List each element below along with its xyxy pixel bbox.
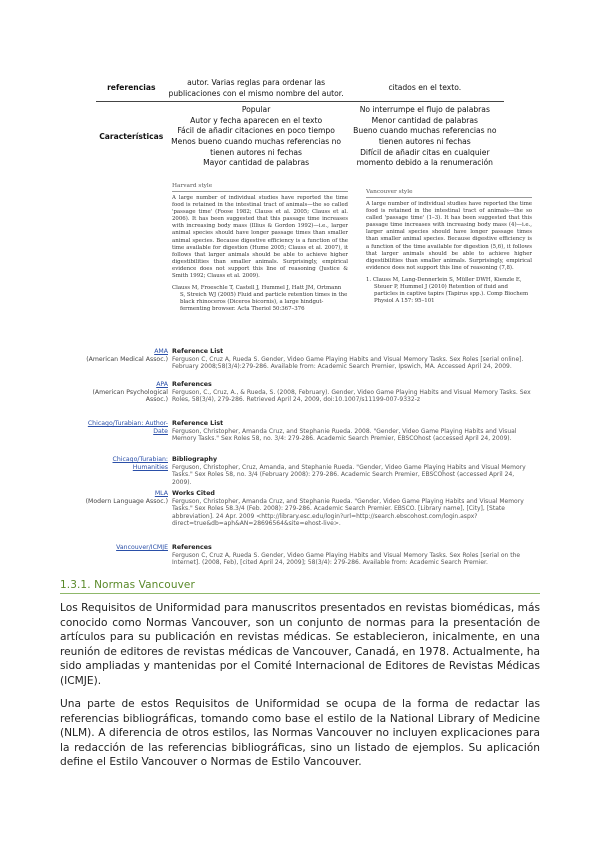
style-subtitle: (Modern Language Assoc.) bbox=[85, 497, 168, 505]
citation-heading: References bbox=[172, 544, 212, 551]
cell-vancouver-caracteristicas bbox=[346, 102, 504, 173]
style-subtitle: (American Medical Assoc.) bbox=[86, 355, 168, 363]
citation-style-label bbox=[78, 420, 168, 435]
citation-example bbox=[172, 490, 534, 528]
cell-line: tienen autores ni fechas bbox=[378, 137, 471, 146]
cell-line: No interrumpe el flujo de palabras bbox=[359, 105, 490, 115]
citation-style-label bbox=[78, 381, 168, 404]
citation-heading: References bbox=[172, 381, 212, 388]
cell-line: tienen autores ni fechas bbox=[210, 147, 303, 157]
cell-line: momento debido a la renumeración bbox=[356, 158, 493, 168]
harvard-sample-reference: Clauss M, Froeschle T, Castell J, Hummel J, Hatt JM, Ortmann S, Streich WJ (2005) Fluid and particle retention times in the black rhinoceros (Diceros bicornis), a large hindgut-fermenting browser. Acta Theriol 50:367–376 bbox=[172, 285, 348, 313]
cell-line: Menos bueno cuando muchas referencias no bbox=[171, 137, 342, 146]
link-vancouver-icmje[interactable]: Vancouver/ICMJE bbox=[116, 544, 168, 551]
citation-example bbox=[172, 381, 534, 404]
link-apa[interactable]: APA bbox=[156, 381, 168, 388]
citation-style-label bbox=[78, 348, 168, 363]
body-paragraph: Los Requisitos de Uniformidad para manuscritos presentados en revistas biomédicas, más conocido como Normas Vancouver, son un conjunto de normas para la presentación de artículos para su publicación en revistas médicas. Se establecieron, inicalmente, en una reunión de editores de revistas médicas de Vancouver, Canadá, en 1978. Actualmente, ha sido ampliadas y mantenidas por el Comité Internacional de Editores de Revistas Médicas (ICMJE). bbox=[60, 602, 540, 687]
citation-text: Ferguson, Christopher, Amanda Cruz, and Stephanie Rueda. "Gender, Video Game Playing Habits and Visual Memory Tasks." Sex Roles 58.3/4 (Feb. 2008): 279-286. Academic Search Premier. EBSCO. [Library name], [City], [State abbreviation]. 24 Apr. 2009 <http://library.esc.edu/login?url=http://search.ebscohost.com/login.aspx?direct=true&db=aph&AN=28696564&site=ehost-live>. bbox=[172, 497, 524, 528]
citation-heading: Reference List bbox=[172, 348, 224, 355]
divider bbox=[366, 197, 532, 198]
vancouver-sample-reference: 1. Clauss M, Lang-Dennerlein S, Müller DWH, Kienzle E, Steuer P, Hummel J (2010) Retention of fluid and particles in captive tapirs (Tapirus spp.). Comp Biochem Physiol A 157: 95–101 bbox=[366, 276, 529, 305]
section-heading-rule bbox=[60, 593, 540, 594]
vancouver-sample-title: Vancouver style bbox=[366, 189, 413, 195]
table-row bbox=[96, 102, 504, 173]
citation-example bbox=[172, 544, 534, 567]
cell-line: Difícil de añadir citas en cualquier bbox=[360, 147, 490, 157]
section-heading: 1.3.1. Normas Vancouver bbox=[60, 579, 195, 591]
body-paragraph: Una parte de estos Requisitos de Uniformidad se ocupa de la forma de redactar las referencias bibliográficas, tomando como base el estilo de la National Library of Medicine (NLM). A diferencia de otros estilos, las Normas Vancouver no incluyen explicaciones para la redacción de las referencias bibliográficas, sino un listado de ejemplos. Su aplicación define el Estilo Vancouver o Normas de Estilo Vancouver. bbox=[60, 698, 540, 769]
citation-style-label bbox=[78, 490, 168, 505]
divider bbox=[172, 191, 348, 192]
row-header-referencias: referencias bbox=[96, 76, 167, 102]
cell-harvard-caracteristicas bbox=[167, 102, 346, 173]
link-ama[interactable]: AMA bbox=[154, 348, 168, 355]
cell-harvard-referencias bbox=[167, 76, 346, 102]
vancouver-style-sample bbox=[366, 183, 532, 331]
cell-line: Mayor cantidad de palabras bbox=[203, 158, 310, 168]
cell-line: Autor y fecha aparecen en el texto bbox=[190, 115, 323, 125]
vancouver-sample-body: A large number of individual studies have reported the time food is retained in the intestinal tract of animals—the so called 'passage time' (1–3). It has been suggested that this passage time increases with increasing body mass (4)—i.e., larger animal species should have longer passage times than smaller animal species. Because digestive efficiency is a function of the time available for digestion (5,6), it follows that larger animals should be able to achieve higher digestibilities than smaller animals. Surprisingly, empirical evidence does not support this line of reasoning (7,8). bbox=[366, 201, 532, 271]
link-mla[interactable]: MLA bbox=[154, 490, 168, 497]
table-row bbox=[96, 76, 504, 102]
cell-line: autor. Varias reglas para ordenar las bbox=[187, 77, 326, 87]
citation-example bbox=[172, 420, 534, 443]
link-chicago-author-date[interactable]: Chicago/Turabian: Author-Date bbox=[87, 420, 168, 435]
cell-line: Popular bbox=[241, 105, 271, 115]
comparison-table bbox=[96, 76, 504, 172]
citation-heading: Bibliography bbox=[172, 456, 218, 463]
cell-line: Fácil de añadir citaciones en poco tiempo bbox=[177, 126, 335, 136]
citation-heading: Works Cited bbox=[172, 490, 215, 497]
style-subtitle: (American Psychological Assoc.) bbox=[92, 388, 168, 404]
citation-style-label bbox=[78, 456, 168, 471]
citation-heading: Reference List bbox=[172, 420, 224, 427]
cell-line: Bueno cuando muchas referencias no bbox=[353, 126, 497, 136]
citation-text: Ferguson, Christopher, Amanda Cruz, and Stephanie Rueda. 2008. "Gender, Video Game Playing Habits and Visual Memory Tasks." Sex Roles 58, no. 3/4: 279-286. Academic Search Premier, EBSCOhost (accessed April 24, 2009). bbox=[172, 427, 517, 443]
citation-text: Ferguson, C., Cruz, A., & Rueda, S. (2008, February). Gender, Video Game Playing Habits and Visual Memory Tasks. Sex Roles, 58(3/4), 279-286. Retrieved April 24, 2009, doi:10.1007/s11199-007-9332-z bbox=[172, 388, 531, 404]
link-chicago-humanities[interactable]: Chicago/Turabian: Humanities bbox=[112, 456, 168, 471]
cell-line: publicaciones con el mismo nombre del autor. bbox=[168, 88, 344, 98]
citation-text: Ferguson, Christopher, Cruz, Amanda, and Stephanie Rueda. "Gender, Video Game Playing Habits and Visual Memory Tasks." Sex Roles 58, no. 3/4 (February 2008): 279-286. Academic Search Premier, EBSCOhost (accessed April 24, 2009). bbox=[172, 463, 526, 486]
citation-example bbox=[172, 456, 534, 486]
citation-text: Ferguson C, Cruz A, Rueda S. Gender, Video Game Playing Habits and Visual Memory Tasks. Sex Roles [serial on the Internet]. (2008, Feb), [cited April 24, 2009]; 58(3/4): 279-286. Available from: Academic Search Premier. bbox=[172, 551, 521, 567]
cell-line: citados en el texto. bbox=[388, 83, 462, 93]
harvard-sample-body: A large number of individual studies have reported the time food is retained in the intestinal tract of animals—the so called 'passage time' (Foose 1982; Clauss et al. 2005; Clauss et al. 2006). It has been suggested that this passage time increases with increasing body mass (Illius & Gordon 1992)—i.e., larger animal species should have longer passage times than smaller animal species. Because digestive efficiency is a function of the time available for digestion (Hume 2005; Clauss et al. 2007), it follows that larger animals should be able to achieve higher digestibilities than smaller animals. Surprisingly, empirical evidence does not support this line of reasoning (Justice & Smith 1992; Clauss et al. 2009). bbox=[172, 195, 348, 280]
harvard-sample-title: Harvard style bbox=[172, 183, 213, 189]
row-header-caracteristicas: Características bbox=[99, 131, 164, 141]
citation-style-label bbox=[78, 544, 168, 552]
citation-text: Ferguson C, Cruz A, Rueda S. Gender, Video Game Playing Habits and Visual Memory Tasks. Sex Roles [serial online]. February 2008;58(3/4):279-286. Available from: Academic Search Premier, Ipswich, MA. Accessed April 24, 2009. bbox=[172, 355, 524, 371]
harvard-style-sample bbox=[172, 183, 348, 331]
cell-vancouver-referencias bbox=[346, 76, 504, 102]
cell-line: Menor cantidad de palabras bbox=[371, 115, 478, 125]
citation-example bbox=[172, 348, 534, 371]
